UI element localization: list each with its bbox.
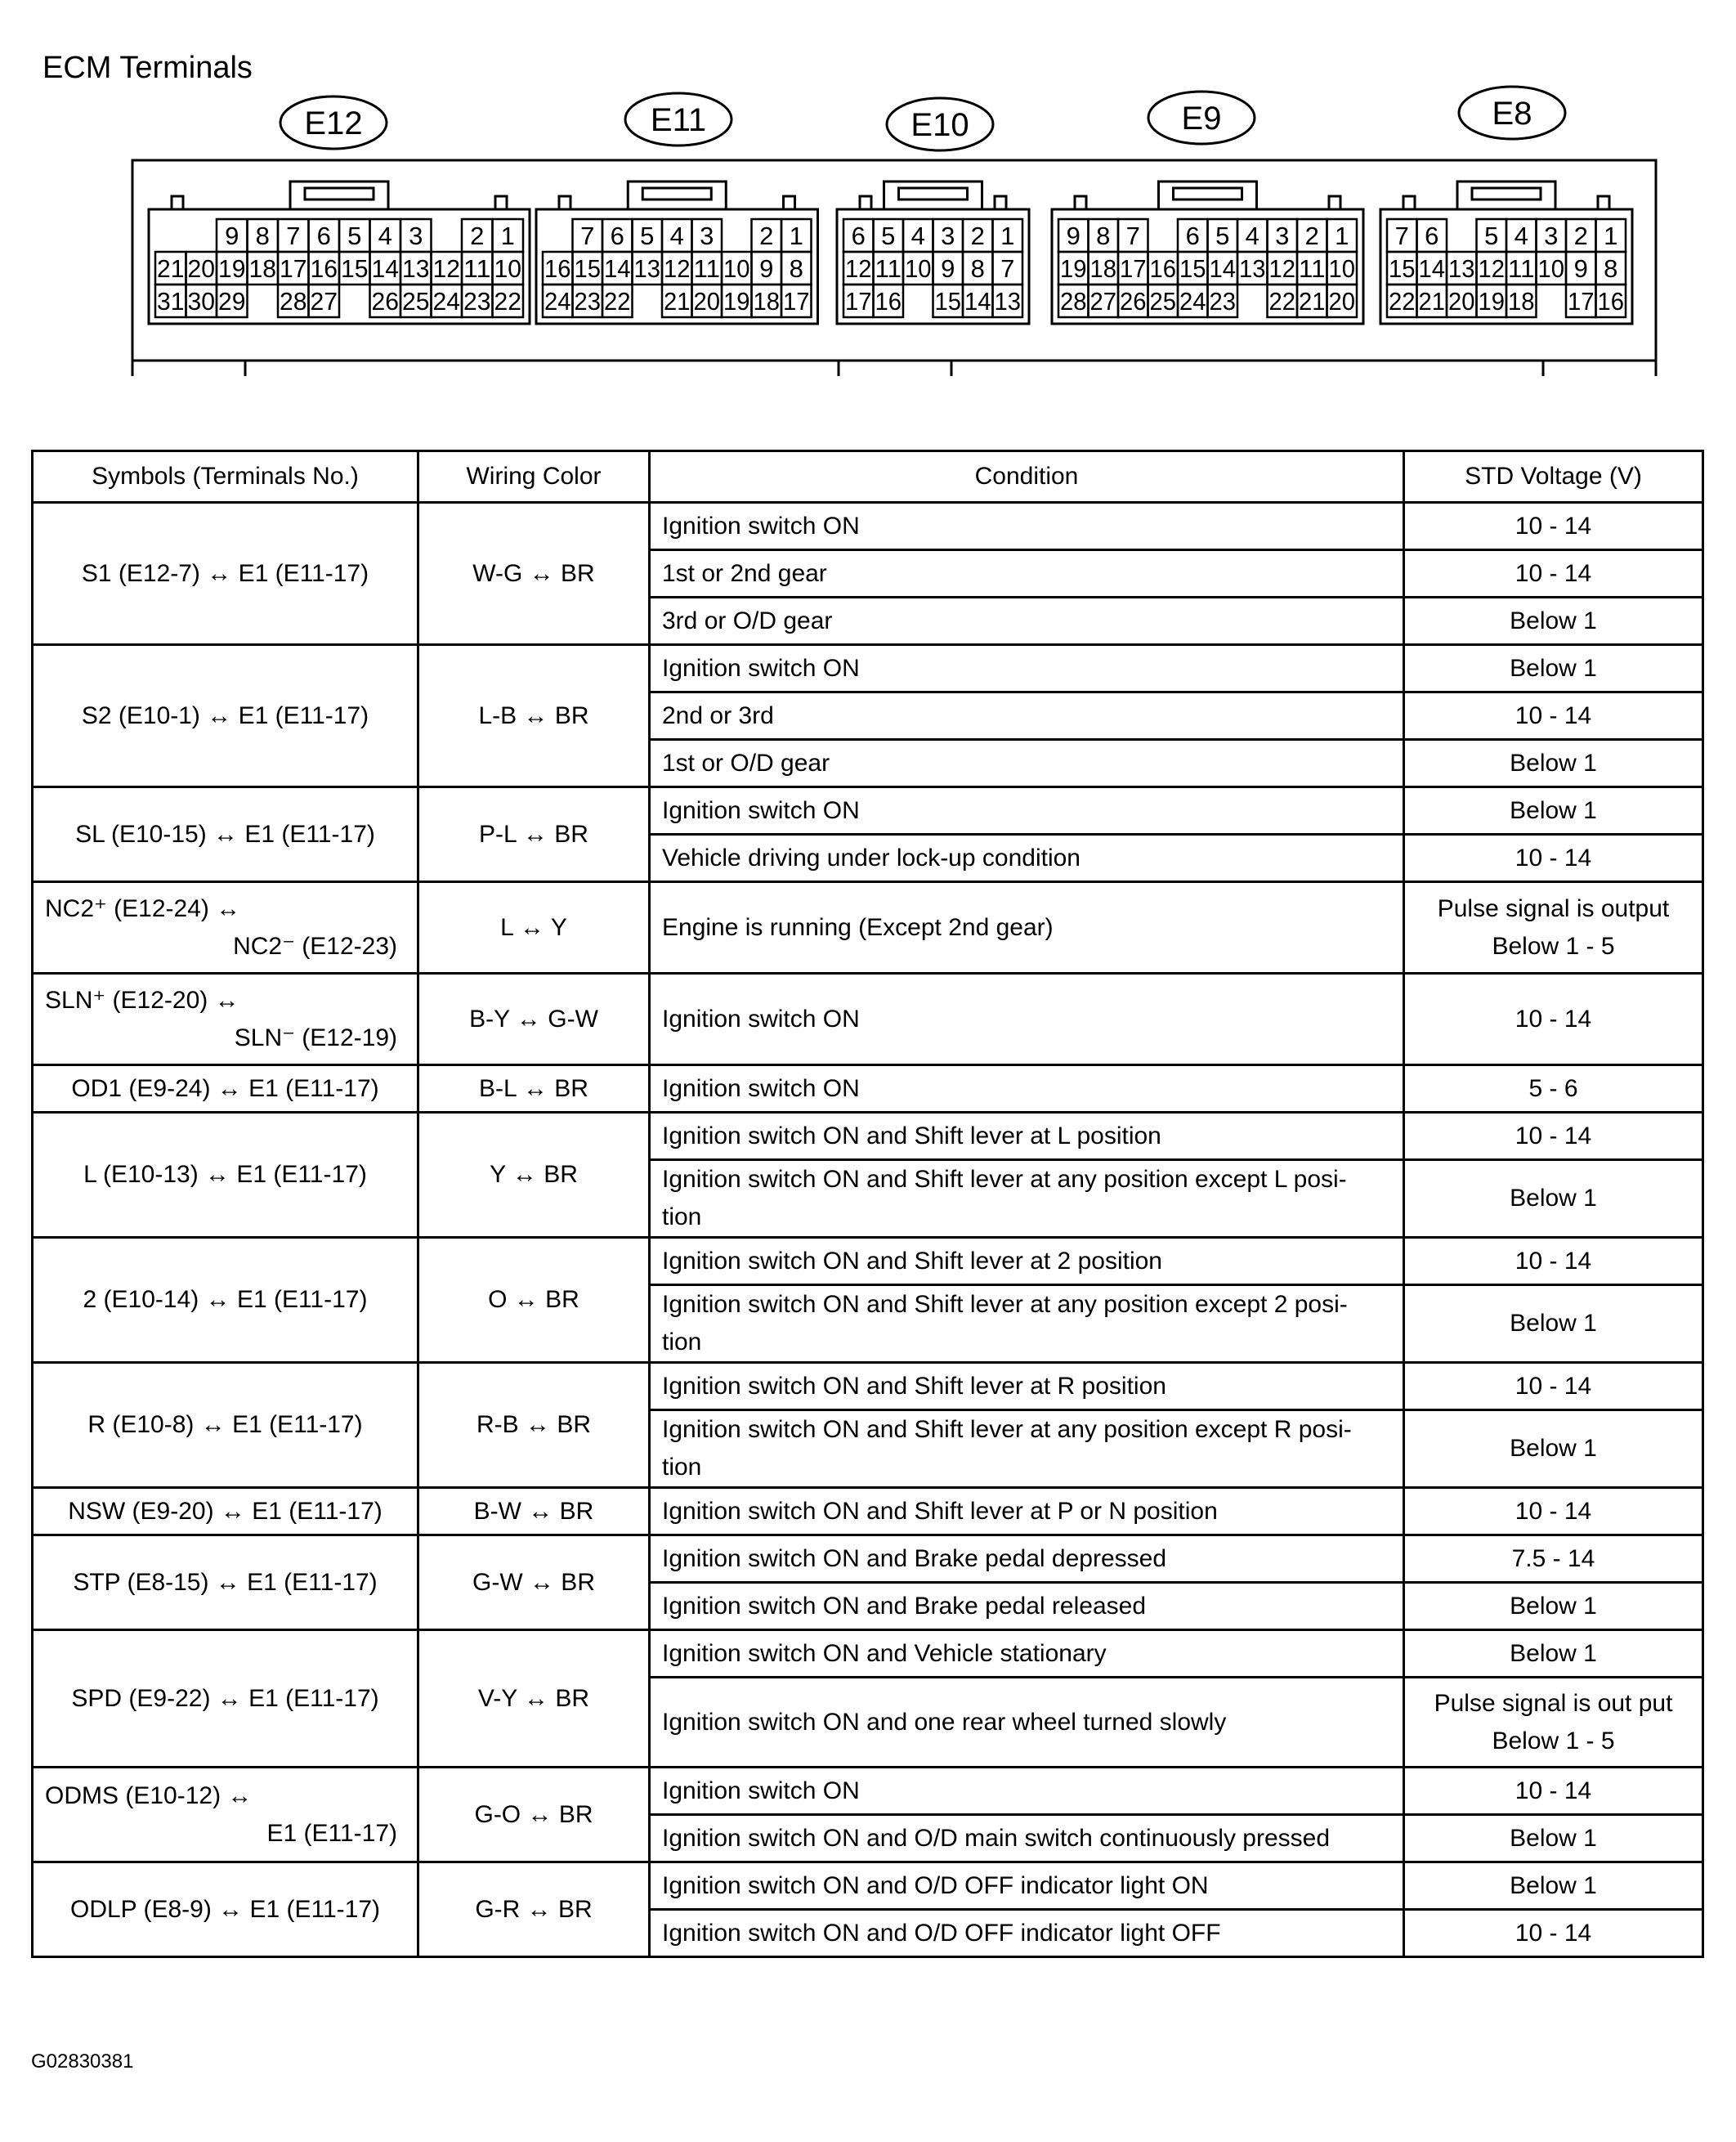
- pin-number: 14: [371, 254, 399, 283]
- pin-number: 24: [544, 287, 571, 316]
- pin-number: 11: [1299, 254, 1326, 283]
- housing-latch-middle: [839, 361, 951, 376]
- pin-number: 15: [934, 287, 961, 316]
- condition-cell: Ignition switch ON: [650, 1065, 1404, 1113]
- symbol-cell: [33, 882, 418, 974]
- pin-number: 3: [941, 222, 955, 250]
- connector-e11: [536, 93, 818, 324]
- pin-number: 31: [157, 287, 185, 316]
- pin-number: 20: [1448, 287, 1475, 316]
- pin-number: 18: [1508, 287, 1535, 316]
- pin-number: 13: [1239, 254, 1266, 283]
- condition-cell: Ignition switch ON and Shift lever at any position except R posi- tion: [650, 1410, 1404, 1488]
- connector-key-right: [784, 196, 795, 209]
- pin-number: 1: [789, 222, 803, 250]
- header-wiring-color: Wiring Color: [418, 451, 650, 503]
- symbol-line-1: ODMS (E10-12) ↔: [45, 1781, 253, 1809]
- housing-latch-left: [132, 361, 245, 376]
- pin-number: 5: [347, 222, 362, 250]
- table-row: [33, 974, 1703, 1065]
- pin-number: 19: [723, 287, 750, 316]
- connector-latch-slot: [305, 188, 374, 199]
- symbol-cell: OD1 (E9-24) ↔ E1 (E11-17): [33, 1065, 418, 1113]
- symbol-line-2: E1 (E11-17): [266, 1819, 397, 1847]
- pin-number: 23: [574, 287, 601, 316]
- pin-number: 15: [1389, 254, 1416, 283]
- voltage-cell: Below 1: [1404, 1630, 1703, 1678]
- wire-color-cell: G-O ↔ BR: [418, 1768, 650, 1862]
- pin-number: 23: [1209, 287, 1236, 316]
- voltage-cell: 10 - 14: [1404, 1768, 1703, 1815]
- pin-number: 4: [378, 222, 392, 250]
- table-row: [33, 1065, 1703, 1113]
- table-row: [33, 1238, 1703, 1285]
- pin-number: 20: [187, 254, 215, 283]
- pin-number: 3: [700, 222, 714, 250]
- condition-cell: Ignition switch ON and O/D OFF indicator light ON: [650, 1862, 1404, 1910]
- table-header-row: [33, 451, 1703, 503]
- condition-cell: Ignition switch ON and Shift lever at R position: [650, 1363, 1404, 1410]
- pin-number: 8: [970, 254, 985, 283]
- symbol-cell: [33, 1768, 418, 1862]
- wire-color-cell: P-L ↔ BR: [418, 787, 650, 882]
- connector-key-left: [172, 196, 183, 209]
- housing-latch-right: [1543, 361, 1656, 376]
- voltage-cell: Below 1: [1404, 1410, 1703, 1488]
- pin-number: 5: [640, 222, 655, 250]
- pin-number: 10: [1537, 254, 1564, 283]
- voltage-cell: 10 - 14: [1404, 1910, 1703, 1957]
- pin-number: 1: [500, 222, 515, 250]
- pin-number: 9: [941, 254, 955, 283]
- pin-number: 28: [1060, 287, 1087, 316]
- pin-number: 4: [1514, 222, 1528, 250]
- condition-cell: Ignition switch ON and Brake pedal released: [650, 1583, 1404, 1630]
- pin-number: 4: [669, 222, 684, 250]
- pin-number: 3: [409, 222, 423, 250]
- pin-number: 11: [693, 254, 720, 283]
- wire-color-cell: R-B ↔ BR: [418, 1363, 650, 1488]
- figure-code: G02830381: [31, 2050, 134, 2073]
- pin-number: 15: [574, 254, 601, 283]
- pin-number: 25: [402, 287, 430, 316]
- voltage-cell: 10 - 14: [1404, 835, 1703, 882]
- condition-cell: Ignition switch ON and Brake pedal depressed: [650, 1535, 1404, 1583]
- pin-number: 5: [1215, 222, 1230, 250]
- symbol-cell: S1 (E12-7) ↔ E1 (E11-17): [33, 503, 418, 645]
- wire-color-cell: L-B ↔ BR: [418, 645, 650, 787]
- pin-number: 13: [1448, 254, 1475, 283]
- symbol-line-2: NC2⁻ (E12-23): [233, 932, 397, 960]
- pin-number: 24: [1179, 287, 1206, 316]
- pin-number: 16: [1597, 287, 1624, 316]
- pin-number: 12: [664, 254, 691, 283]
- voltage-cell: 10 - 14: [1404, 1363, 1703, 1410]
- header-condition: Condition: [650, 451, 1404, 503]
- connector-e8: [1380, 87, 1632, 324]
- connector-label: E12: [304, 105, 363, 141]
- pin-number: 2: [470, 222, 485, 250]
- table-row: [33, 1768, 1703, 1815]
- pin-number: 6: [1425, 222, 1439, 250]
- pin-number: 16: [875, 287, 902, 316]
- connector-latch-slot: [642, 188, 711, 199]
- wire-color-cell: G-W ↔ BR: [418, 1535, 650, 1630]
- condition-cell: Ignition switch ON: [650, 787, 1404, 835]
- pin-number: 18: [753, 287, 780, 316]
- connector-key-right: [1598, 196, 1609, 209]
- voltage-cell: Below 1: [1404, 1160, 1703, 1238]
- voltage-cell: 10 - 14: [1404, 550, 1703, 598]
- pin-number: 15: [1179, 254, 1206, 283]
- wire-color-cell: G-R ↔ BR: [418, 1862, 650, 1957]
- pin-number: 3: [1275, 222, 1290, 250]
- condition-cell: Ignition switch ON: [650, 1768, 1404, 1815]
- pin-number: 7: [580, 222, 595, 250]
- pin-number: 8: [789, 254, 803, 283]
- pin-number: 1: [1604, 222, 1618, 250]
- table-row: [33, 1862, 1703, 1910]
- connector-label: E9: [1181, 101, 1222, 137]
- voltage-line-2: Below 1 - 5: [1492, 1727, 1615, 1754]
- pin-number: 12: [1478, 254, 1505, 283]
- pin-number: 8: [255, 222, 270, 250]
- voltage-cell: 10 - 14: [1404, 692, 1703, 740]
- condition-cell: Ignition switch ON: [650, 645, 1404, 692]
- table-row: [33, 787, 1703, 835]
- pin-number: 9: [1066, 222, 1081, 250]
- pin-number: 3: [1544, 222, 1559, 250]
- voltage-cell: 10 - 14: [1404, 1113, 1703, 1160]
- voltage-cell: 10 - 14: [1404, 503, 1703, 550]
- pin-number: 22: [1268, 287, 1295, 316]
- connector-label: E11: [650, 102, 707, 138]
- condition-cell: Ignition switch ON and Shift lever at 2 position: [650, 1238, 1404, 1285]
- pin-number: 9: [1573, 254, 1588, 283]
- pin-number: 18: [1089, 254, 1116, 283]
- connector-key-left: [559, 196, 570, 209]
- symbol-line-1: SLN⁺ (E12-20) ↔: [45, 986, 239, 1014]
- voltage-line-1: Pulse signal is output: [1437, 894, 1670, 922]
- header-std-voltage: STD Voltage (V): [1404, 451, 1703, 503]
- connector-e9: [1052, 92, 1363, 324]
- pin-number: 4: [1245, 222, 1259, 250]
- voltage-cell: Below 1: [1404, 1285, 1703, 1363]
- pin-number: 11: [875, 254, 902, 283]
- table-row: [33, 1535, 1703, 1583]
- pin-number: 28: [280, 287, 307, 316]
- condition-cell: Ignition switch ON and O/D OFF indicator light OFF: [650, 1910, 1404, 1957]
- pin-number: 18: [248, 254, 276, 283]
- pin-number: 19: [218, 254, 246, 283]
- symbol-cell: STP (E8-15) ↔ E1 (E11-17): [33, 1535, 418, 1630]
- pin-number: 21: [1418, 287, 1445, 316]
- pin-number: 12: [432, 254, 460, 283]
- pin-number: 1: [1000, 222, 1015, 250]
- voltage-cell: 7.5 - 14: [1404, 1535, 1703, 1583]
- symbol-cell: SL (E10-15) ↔ E1 (E11-17): [33, 787, 418, 882]
- pin-number: 7: [1125, 222, 1140, 250]
- pin-number: 21: [157, 254, 185, 283]
- pin-number: 10: [905, 254, 932, 283]
- pin-number: 5: [881, 222, 896, 250]
- pin-number: 22: [494, 287, 521, 316]
- pin-number: 15: [341, 254, 369, 283]
- pin-number: 12: [845, 254, 872, 283]
- condition-cell: Ignition switch ON and Vehicle stationary: [650, 1630, 1404, 1678]
- table-row: [33, 503, 1703, 550]
- symbol-line-1: NC2⁺ (E12-24) ↔: [45, 894, 241, 922]
- symbol-cell: [33, 974, 418, 1065]
- condition-cell: Ignition switch ON: [650, 974, 1404, 1065]
- pin-number: 26: [371, 287, 399, 316]
- wire-color-cell: L ↔ Y: [418, 882, 650, 974]
- pin-number: 20: [1328, 287, 1355, 316]
- connector-key-right: [1329, 196, 1340, 209]
- pin-number: 14: [1418, 254, 1445, 283]
- wire-color-cell: O ↔ BR: [418, 1238, 650, 1363]
- voltage-cell: 10 - 14: [1404, 1238, 1703, 1285]
- pin-number: 17: [783, 287, 810, 316]
- pin-number: 19: [1478, 287, 1505, 316]
- pin-number: 16: [1149, 254, 1176, 283]
- connector-e12: [149, 96, 530, 324]
- pin-number: 14: [604, 254, 631, 283]
- pin-number: 26: [1120, 287, 1147, 316]
- connector-key-right: [995, 196, 1006, 209]
- pin-number: 24: [432, 287, 460, 316]
- ecm-connectors-diagram: [0, 82, 1736, 376]
- pin-number: 6: [316, 222, 331, 250]
- pin-number: 6: [1185, 222, 1200, 250]
- voltage-cell: Below 1: [1404, 645, 1703, 692]
- voltage-cell: Below 1: [1404, 1862, 1703, 1910]
- connector-label: E8: [1492, 96, 1532, 132]
- pin-number: 16: [310, 254, 338, 283]
- pin-number: 7: [286, 222, 301, 250]
- condition-cell: Ignition switch ON and O/D main switch continuously pressed: [650, 1815, 1404, 1862]
- pin-number: 27: [310, 287, 338, 316]
- wire-color-cell: B-Y ↔ G-W: [418, 974, 650, 1065]
- symbol-cell: SPD (E9-22) ↔ E1 (E11-17): [33, 1630, 418, 1768]
- wire-color-cell: Y ↔ BR: [418, 1113, 650, 1238]
- header-symbols: Symbols (Terminals No.): [33, 451, 418, 503]
- pin-number: 13: [994, 287, 1021, 316]
- wire-color-cell: B-L ↔ BR: [418, 1065, 650, 1113]
- pin-number: 6: [610, 222, 624, 250]
- pin-number: 9: [759, 254, 774, 283]
- pin-number: 13: [402, 254, 430, 283]
- connector-key-right: [495, 196, 507, 209]
- condition-cell: 1st or 2nd gear: [650, 550, 1404, 598]
- voltage-cell: 10 - 14: [1404, 974, 1703, 1065]
- table-row: [33, 1488, 1703, 1535]
- pin-number: 10: [723, 254, 750, 283]
- voltage-cell: [1404, 882, 1703, 974]
- table-row: [33, 1363, 1703, 1410]
- pin-number: 2: [1573, 222, 1588, 250]
- condition-cell: Vehicle driving under lock-up condition: [650, 835, 1404, 882]
- pin-number: 17: [845, 287, 872, 316]
- pin-number: 11: [1508, 254, 1535, 283]
- symbol-cell: 2 (E10-14) ↔ E1 (E11-17): [33, 1238, 418, 1363]
- condition-cell: Ignition switch ON and Shift lever at P or N position: [650, 1488, 1404, 1535]
- pin-number: 29: [218, 287, 246, 316]
- voltage-cell: 10 - 14: [1404, 1488, 1703, 1535]
- pin-number: 9: [225, 222, 239, 250]
- pin-number: 14: [1209, 254, 1236, 283]
- pin-number: 4: [911, 222, 925, 250]
- condition-cell: Ignition switch ON and Shift lever at L position: [650, 1113, 1404, 1160]
- connector-e10: [837, 98, 1029, 324]
- pin-number: 7: [1394, 222, 1409, 250]
- symbol-cell: S2 (E10-1) ↔ E1 (E11-17): [33, 645, 418, 787]
- pin-number: 17: [280, 254, 307, 283]
- symbol-cell: L (E10-13) ↔ E1 (E11-17): [33, 1113, 418, 1238]
- pin-number: 7: [1000, 254, 1015, 283]
- voltage-line-2: Below 1 - 5: [1492, 932, 1615, 960]
- pin-number: 22: [604, 287, 631, 316]
- pin-number: 1: [1335, 222, 1349, 250]
- pin-number: 16: [544, 254, 571, 283]
- condition-cell: 1st or O/D gear: [650, 740, 1404, 787]
- connector-latch-slot: [899, 188, 968, 199]
- pin-number: 2: [1304, 222, 1319, 250]
- connector-label: E10: [911, 107, 969, 143]
- pin-number: 8: [1096, 222, 1111, 250]
- connector-key-left: [860, 196, 871, 209]
- pin-number: 22: [1389, 287, 1416, 316]
- condition-cell: Ignition switch ON and Shift lever at any position except 2 posi- tion: [650, 1285, 1404, 1363]
- table-row: [33, 882, 1703, 974]
- pin-number: 19: [1060, 254, 1087, 283]
- connector-latch-slot: [1174, 188, 1242, 199]
- wire-color-cell: B-W ↔ BR: [418, 1488, 650, 1535]
- terminal-voltage-table: [31, 450, 1704, 1958]
- condition-cell: Ignition switch ON: [650, 503, 1404, 550]
- pin-number: 30: [187, 287, 215, 316]
- connector-latch-slot: [1472, 188, 1541, 199]
- condition-cell: 2nd or 3rd: [650, 692, 1404, 740]
- pin-number: 14: [964, 287, 991, 316]
- pin-number: 27: [1089, 287, 1116, 316]
- voltage-cell: Below 1: [1404, 1815, 1703, 1862]
- wire-color-cell: V-Y ↔ BR: [418, 1630, 650, 1768]
- symbol-line-2: SLN⁻ (E12-19): [234, 1024, 397, 1051]
- voltage-cell: [1404, 1678, 1703, 1768]
- connector-key-left: [1075, 196, 1086, 209]
- pin-number: 10: [1328, 254, 1355, 283]
- page-heading: ECM Terminals: [43, 51, 253, 85]
- condition-cell: Engine is running (Except 2nd gear): [650, 882, 1404, 974]
- pin-number: 2: [970, 222, 985, 250]
- voltage-cell: Below 1: [1404, 740, 1703, 787]
- pin-number: 5: [1484, 222, 1499, 250]
- voltage-cell: Below 1: [1404, 1583, 1703, 1630]
- symbol-cell: ODLP (E8-9) ↔ E1 (E11-17): [33, 1862, 418, 1957]
- wire-color-cell: W-G ↔ BR: [418, 503, 650, 645]
- pin-number: 20: [693, 287, 720, 316]
- condition-cell: 3rd or O/D gear: [650, 598, 1404, 645]
- condition-cell: Ignition switch ON and one rear wheel turned slowly: [650, 1678, 1404, 1768]
- pin-number: 2: [759, 222, 774, 250]
- pin-number: 23: [463, 287, 491, 316]
- symbol-cell: NSW (E9-20) ↔ E1 (E11-17): [33, 1488, 418, 1535]
- voltage-cell: Below 1: [1404, 598, 1703, 645]
- symbol-cell: R (E10-8) ↔ E1 (E11-17): [33, 1363, 418, 1488]
- table-row: [33, 645, 1703, 692]
- table-row: [33, 1113, 1703, 1160]
- pin-number: 25: [1149, 287, 1176, 316]
- pin-number: 6: [851, 222, 866, 250]
- condition-cell: Ignition switch ON and Shift lever at any position except L posi- tion: [650, 1160, 1404, 1238]
- pin-number: 11: [463, 254, 491, 283]
- pin-number: 13: [633, 254, 660, 283]
- table-row: [33, 1630, 1703, 1678]
- pin-number: 12: [1268, 254, 1295, 283]
- voltage-line-1: Pulse signal is out put: [1434, 1689, 1673, 1717]
- pin-number: 8: [1604, 254, 1618, 283]
- pin-number: 21: [1299, 287, 1326, 316]
- pin-number: 10: [494, 254, 521, 283]
- voltage-cell: 5 - 6: [1404, 1065, 1703, 1113]
- pin-number: 21: [664, 287, 691, 316]
- pin-number: 17: [1120, 254, 1147, 283]
- pin-number: 17: [1568, 287, 1595, 316]
- voltage-cell: Below 1: [1404, 787, 1703, 835]
- connector-key-left: [1403, 196, 1415, 209]
